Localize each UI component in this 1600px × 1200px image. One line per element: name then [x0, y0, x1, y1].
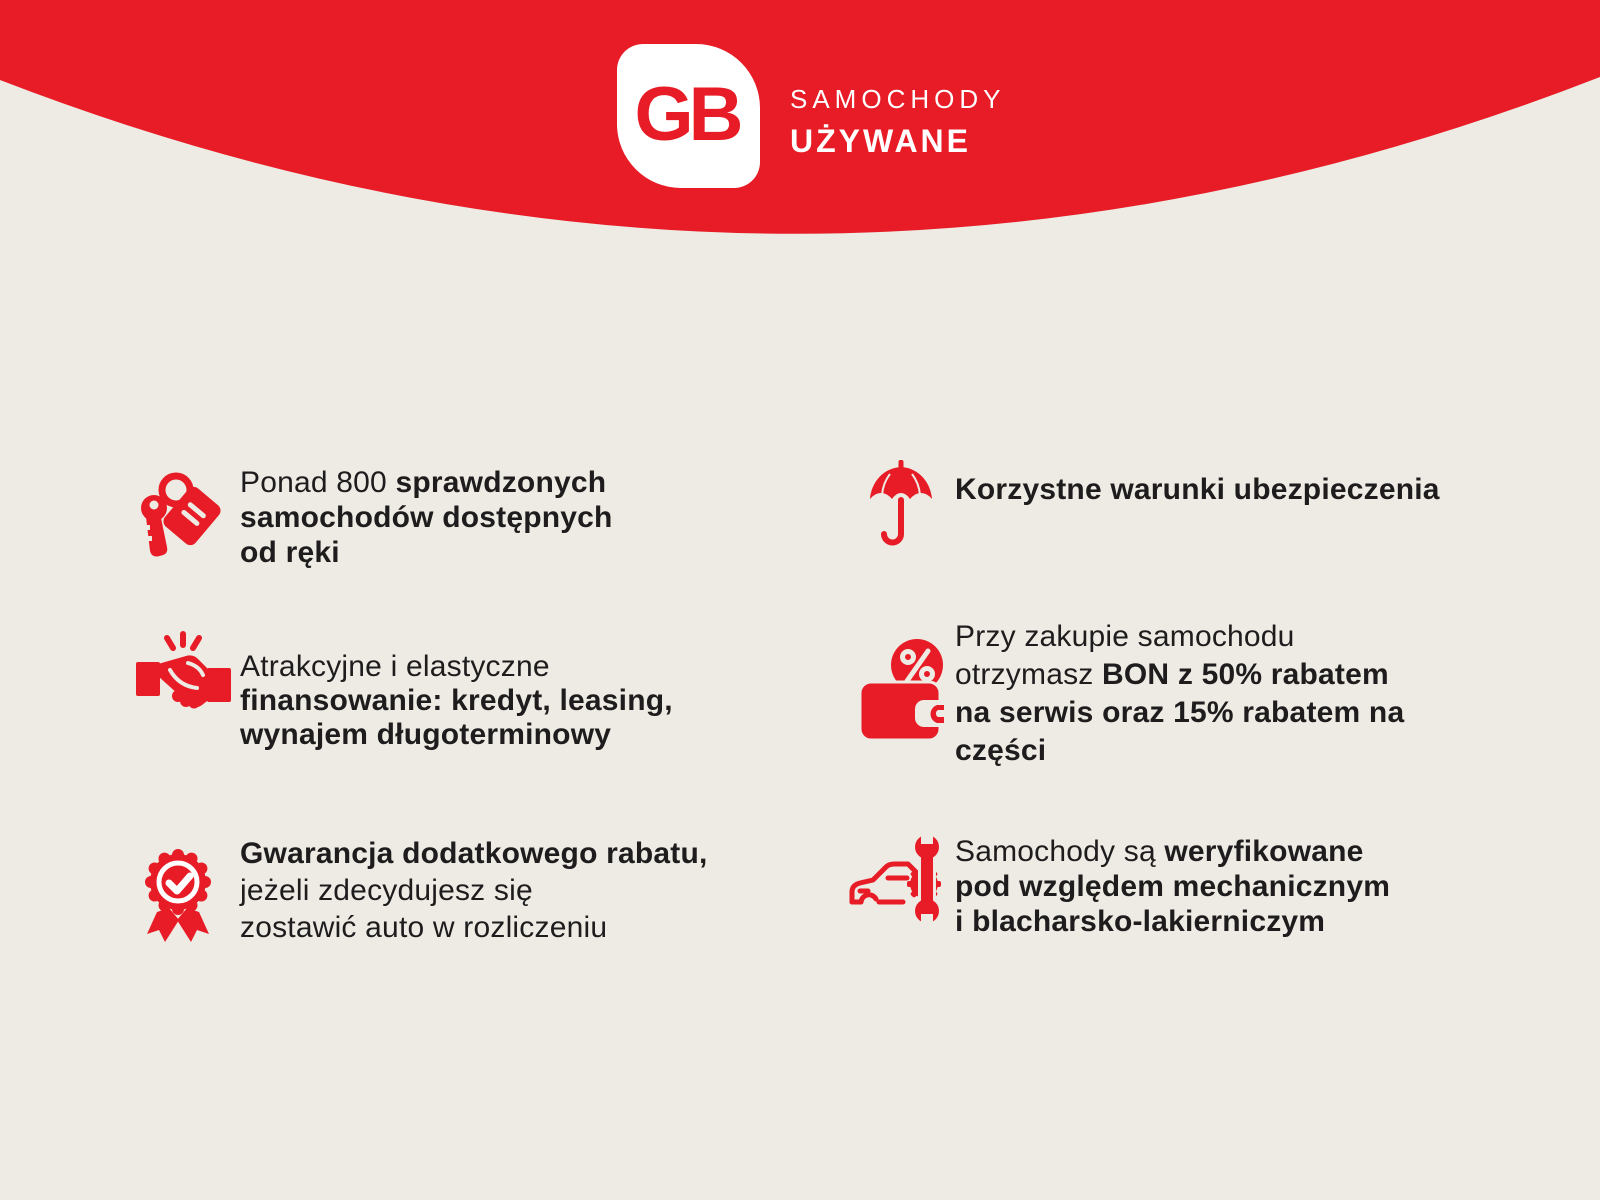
feature-text-line: Samochody są weryfikowane	[955, 835, 1364, 868]
feature-text-line: od ręki	[240, 536, 340, 569]
feature-text-line: Przy zakupie samochodu	[955, 620, 1295, 653]
feature-service-bonus-text	[955, 618, 1404, 770]
feature-text-line: zostawić auto w rozliczeniu	[240, 911, 608, 944]
car-keys-tag-icon	[134, 468, 226, 560]
feature-text-line: pod względem mechanicznym	[955, 870, 1391, 903]
brand-line2: UŻYWANE	[790, 123, 971, 159]
feature-text-line: Gwarancja dodatkowego rabatu,	[240, 837, 708, 870]
feature-text-line: i blacharsko-lakierniczym	[955, 905, 1326, 938]
feature-text-line: jeżeli zdecydujesz się	[240, 874, 533, 907]
feature-text-line: części	[955, 734, 1047, 767]
feature-text-line: na serwis oraz 15% rabatem na	[955, 696, 1405, 729]
rosette-badge-icon	[139, 842, 217, 944]
feature-text-line: otrzymasz BON z 50% rabatem	[955, 658, 1389, 691]
feature-text-line: finansowanie: kredyt, leasing,	[240, 684, 673, 717]
feature-text-line: Ponad 800 sprawdzonych	[240, 466, 607, 499]
feature-available-cars-text	[240, 465, 613, 570]
brand-logo	[617, 44, 760, 188]
umbrella-icon	[868, 460, 934, 552]
feature-text-line: samochodów dostępnych	[240, 501, 613, 534]
feature-financing-text	[240, 650, 673, 752]
gb-logo-text: GB	[634, 71, 739, 157]
feature-text-line: wynajem długoterminowy	[240, 718, 612, 751]
feature-insurance-text	[955, 472, 1440, 507]
car-service-icon	[848, 832, 944, 924]
feature-text-line: Korzystne warunki ubezpieczenia	[955, 473, 1440, 506]
brand-line1: SAMOCHODY	[790, 84, 1006, 114]
feature-verification-text	[955, 834, 1390, 939]
handshake-icon	[136, 630, 231, 718]
wallet-percent-icon	[858, 638, 952, 742]
feature-text-line: Atrakcyjne i elastyczne	[240, 650, 550, 683]
feature-discount-guarantee-text	[240, 835, 708, 946]
brand-wordmark	[790, 84, 1005, 160]
header-red-curve	[0, 0, 1600, 400]
